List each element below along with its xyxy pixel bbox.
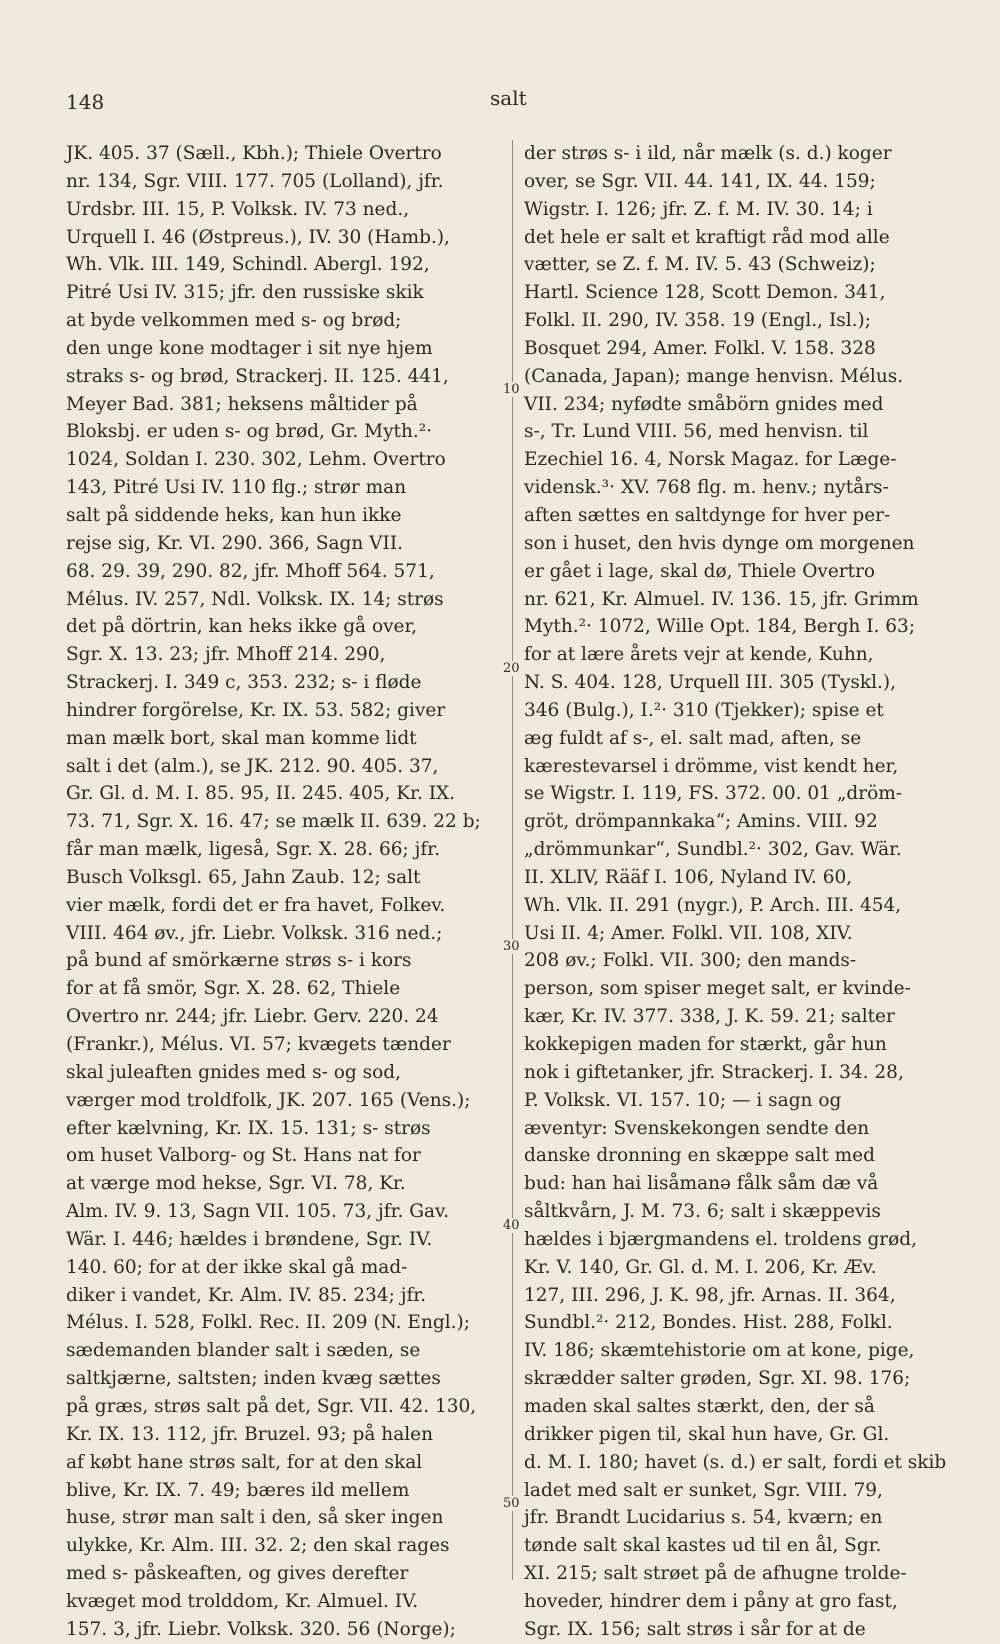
text-line: skrædder salter grøden, Sgr. XI. 98. 176;	[524, 1368, 911, 1390]
text-line: maden skal saltes stærkt, den, der så	[524, 1395, 875, 1417]
text-line: Kr. IX. 13. 112, jfr. Bruzel. 93; på halen	[66, 1423, 434, 1445]
text-line: kokkepigen maden for stærkt, går hun	[524, 1034, 887, 1055]
text-line: Hartl. Science 128, Scott Demon. 341,	[524, 282, 886, 304]
column-rule	[512, 140, 513, 1580]
text-line: Meyer Bad. 381; heksens måltider på	[66, 393, 418, 415]
text-line: nok i giftetanker, jfr. Strackerj. I. 34. 28,	[524, 1061, 904, 1083]
text-line: at værge mod hekse, Sgr. VI. 78, Kr.	[66, 1173, 406, 1195]
text-line: danske dronning en skæppe salt med	[524, 1145, 875, 1167]
text-line: er gået i lage, skal dø, Thiele Overtro	[524, 560, 876, 582]
text-line: drikker pigen til, skal hun have, Gr. Gl.	[524, 1423, 890, 1445]
text-line: Kr. V. 140, Gr. Gl. d. M. I. 206, Kr. Æv.	[524, 1256, 877, 1278]
text-line: sædemanden blander salt i sæden, se	[66, 1340, 421, 1362]
text-line: se Wigstr. I. 119, FS. 372. 00. 01 „dröm-	[524, 783, 903, 805]
text-line: aften sættes en saltdynge for hver per-	[524, 504, 891, 526]
text-line: Bosquet 294, Amer. Folkl. V. 158. 328	[524, 337, 876, 359]
text-line: 68. 29. 39, 290. 82, jfr. Mhoff 564. 571,	[66, 560, 435, 582]
text-line: skal juleaften gnides med s- og sod,	[66, 1061, 401, 1083]
text-line: N. S. 404. 128, Urquell III. 305 (Tyskl.),	[524, 672, 897, 694]
text-line: Overtro nr. 244; jfr. Liebr. Gerv. 220. 24	[66, 1006, 439, 1028]
text-line: at byde velkommen med s- og brød;	[66, 310, 402, 332]
text-line: rejse sig, Kr. VI. 290. 366, Sagn VII.	[66, 532, 404, 554]
text-line: kvæget mod trolddom, Kr. Almuel. IV.	[66, 1590, 419, 1612]
text-line: Alm. IV. 9. 13, Sagn VII. 105. 73, jfr. Gav.	[66, 1201, 450, 1223]
text-line: den unge kone modtager i sit nye hjem	[66, 337, 433, 359]
text-line: d. M. I. 180; havet (s. d.) er salt, fordi et skib	[524, 1451, 947, 1473]
text-line: for at få smör, Sgr. X. 28. 62, Thiele	[66, 978, 401, 1000]
text-line: VIII. 464 øv., jfr. Liebr. Volksk. 316 ned.;	[66, 922, 443, 944]
text-line: såltkvårn, J. M. 73. 6; salt i skæppevis	[524, 1201, 881, 1223]
text-line: ulykke, Kr. Alm. III. 32. 2; den skal rages	[66, 1535, 450, 1557]
text-line: 127, III. 296, J. K. 98, jfr. Arnas. II. 364,	[524, 1284, 896, 1306]
right-column	[524, 140, 946, 1644]
text-line: 140. 60; for at der ikke skal gå mad-	[66, 1256, 408, 1278]
text-line: æg fuldt af s-, el. salt mad, aften, se	[524, 727, 862, 749]
text-line: P. Volksk. VI. 157. 10; — i sagn og	[524, 1089, 842, 1111]
text-line: son i huset, den hvis dynge om morgenen	[524, 532, 915, 554]
text-line: JK. 405. 37 (Sæll., Kbh.); Thiele Overtro	[66, 143, 442, 164]
text-line: Wh. Vlk. III. 149, Schindl. Abergl. 192,	[66, 254, 430, 276]
text-line: vier mælk, fordi det er fra havet, Folkev.	[66, 894, 446, 916]
text-line: straks s- og brød, Strackerj. II. 125. 441,	[66, 365, 449, 387]
text-line: Wigstr. I. 126; jfr. Z. f. M. IV. 30. 14; i	[524, 198, 873, 220]
text-line: Wär. I. 446; hældes i brøndene, Sgr. IV.	[66, 1228, 433, 1250]
text-line: nr. 621, Kr. Almuel. IV. 136. 15, jfr. Grimm	[524, 588, 919, 610]
text-line: Sundbl.²· 212, Bondes. Hist. 288, Folkl.	[524, 1312, 893, 1334]
text-line: tønde salt skal kastes ud til en ål, Sgr.	[524, 1535, 882, 1557]
text-line: vætter, se Z. f. M. IV. 5. 43 (Schweiz);	[524, 254, 876, 276]
text-line: på bund af smörkærne strøs s- i kors	[66, 950, 412, 972]
text-line: huse, strør man salt i den, så sker ingen	[66, 1507, 444, 1529]
text-line: æventyr: Svenskekongen sendte den	[524, 1117, 870, 1139]
text-line: over, se Sgr. VII. 44. 141, IX. 44. 159;	[524, 170, 876, 192]
text-line: Folkl. II. 290, IV. 358. 19 (Engl., Isl.);	[524, 310, 871, 332]
text-line: Pitré Usi IV. 315; jfr. den russiske skik	[66, 282, 424, 304]
page-number: 148	[66, 90, 105, 114]
text-line: der strøs s- i ild, når mælk (s. d.) koger	[524, 143, 892, 164]
line-marker: 50	[503, 1496, 520, 1511]
text-line: 143, Pitré Usi IV. 110 flg.; strør man	[66, 477, 407, 499]
text-line: 1024, Soldan I. 230. 302, Lehm. Overtro	[66, 449, 446, 471]
text-line: s-, Tr. Lund VIII. 56, med henvisn. til	[524, 421, 869, 443]
text-line: Strackerj. I. 349 c, 353. 232; s- i fløde	[66, 672, 422, 694]
text-line: (Canada, Japan); mange henvisn. Mélus.	[524, 365, 904, 387]
text-line: Mélus. IV. 257, Ndl. Volksk. IX. 14; strøs	[66, 588, 444, 610]
text-line: 208 øv.; Folkl. VII. 300; den mands-	[524, 950, 857, 972]
text-line: salt i det (alm.), se JK. 212. 90. 405. 37,	[66, 755, 439, 777]
text-line: bud: han hai lisåmanə fålk såm dæ vå	[524, 1173, 879, 1195]
text-line: diker i vandet, Kr. Alm. IV. 85. 234; jfr.	[66, 1284, 426, 1306]
text-line: Usi II. 4; Amer. Folkl. VII. 108, XIV.	[524, 922, 853, 944]
text-line: Ezechiel 16. 4, Norsk Magaz. for Læge-	[524, 449, 897, 471]
text-line: ladet med salt er sunket, Sgr. VIII. 79,	[524, 1479, 883, 1501]
line-marker: 20	[503, 661, 520, 676]
text-line: person, som spiser meget salt, er kvinde-	[524, 978, 911, 1000]
text-line: VII. 234; nyfødte småbörn gnides med	[524, 393, 884, 415]
text-line: af købt hane strøs salt, for at den skal	[66, 1451, 423, 1473]
text-line: Bloksbj. er uden s- og brød, Gr. Myth.²·	[66, 421, 433, 443]
text-line: hindrer forgörelse, Kr. IX. 53. 582; giver	[66, 699, 446, 721]
text-line: blive, Kr. IX. 7. 49; bæres ild mellem	[66, 1479, 410, 1501]
line-marker: 10	[503, 382, 520, 397]
text-line: kær, Kr. IV. 377. 338, J. K. 59. 21; salter	[524, 1006, 895, 1028]
text-line: for at lære årets vejr at kende, Kuhn,	[524, 644, 874, 666]
text-line: Sgr. X. 13. 23; jfr. Mhoff 214. 290,	[66, 644, 386, 666]
text-line: jfr. Brandt Lucidarius s. 54, kværn; en	[524, 1507, 883, 1529]
text-line: 73. 71, Sgr. X. 16. 47; se mælk II. 639. 22 b;	[66, 811, 481, 833]
text-line: Mélus. I. 528, Folkl. Rec. II. 209 (N. Engl.);	[66, 1312, 470, 1334]
text-line: Urquell I. 46 (Østpreus.), IV. 30 (Hamb.),	[66, 226, 450, 248]
text-line: II. XLIV, Rääf I. 106, Nyland IV. 60,	[524, 866, 853, 888]
text-line: med s- påskeaften, og gives derefter	[66, 1563, 409, 1585]
text-line: efter kælvning, Kr. IX. 15. 131; s- strøs	[66, 1117, 431, 1139]
text-line: hoveder, hindrer dem i påny at gro fast,	[524, 1590, 898, 1612]
text-line: får man mælk, ligeså, Sgr. X. 28. 66; jfr.	[66, 839, 440, 861]
text-line: det på dörtrin, kan heks ikke gå over,	[66, 616, 418, 638]
text-line: det hele er salt et kraftigt råd mod alle	[524, 226, 890, 248]
text-line: man mælk bort, skal man komme lidt	[66, 727, 417, 749]
text-line: kærestevarsel i drömme, vist kendt her,	[524, 755, 899, 777]
text-line: 346 (Bulg.), I.²· 310 (Tjekker); spise et	[524, 699, 884, 721]
text-line: XI. 215; salt strøet på de afhugne trolde-	[524, 1563, 907, 1585]
text-line: „drömmunkar“, Sundbl.²· 302, Gav. Wär.	[524, 839, 902, 861]
text-line: Myth.²· 1072, Wille Opt. 184, Bergh I. 63;	[524, 616, 916, 638]
text-line: vidensk.³· XV. 768 flg. m. henv.; nytårs-	[524, 477, 889, 499]
text-line: om huset Valborg- og St. Hans nat for	[66, 1145, 421, 1167]
text-line: Wh. Vlk. II. 291 (nygr.), P. Arch. III. 454,	[524, 894, 902, 916]
text-line: hældes i bjærgmandens el. troldens grød,	[524, 1228, 917, 1250]
left-column	[66, 140, 481, 1644]
text-line: (Frankr.), Mélus. VI. 57; kvægets tænder	[66, 1034, 451, 1055]
text-line: værger mod troldfolk, JK. 207. 165 (Vens.);	[66, 1089, 471, 1111]
text-line: Busch Volksgl. 65, Jahn Zaub. 12; salt	[66, 866, 421, 888]
text-line: salt på siddende heks, kan hun ikke	[66, 504, 402, 526]
text-line: nr. 134, Sgr. VIII. 177. 705 (Lolland), jfr.	[66, 170, 444, 192]
text-line: Sgr. IX. 156; salt strøs i sår for at de	[524, 1618, 866, 1640]
line-marker: 40	[503, 1218, 520, 1233]
text-line: på græs, strøs salt på det, Sgr. VII. 42. 130,	[66, 1395, 477, 1417]
text-line: IV. 186; skæmtehistorie om at kone, pige,	[524, 1340, 915, 1362]
line-marker: 30	[503, 939, 520, 954]
text-line: gröt, drömpannkaka“; Amins. VIII. 92	[524, 811, 878, 833]
text-line: 157. 3, jfr. Liebr. Volksk. 320. 56 (Norge);	[66, 1618, 456, 1640]
running-head: salt	[490, 86, 527, 110]
text-line: Urdsbr. III. 15, P. Volksk. IV. 73 ned.,	[66, 198, 410, 220]
text-line: saltkjærne, saltsten; inden kvæg sættes	[66, 1368, 441, 1390]
text-line: Gr. Gl. d. M. I. 85. 95, II. 245. 405, Kr. IX.	[66, 783, 456, 805]
